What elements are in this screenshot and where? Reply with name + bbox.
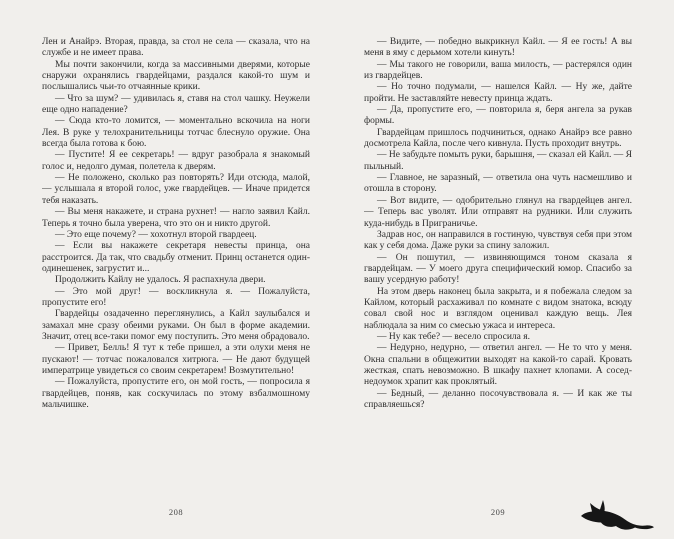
paragraph: — Вы меня накажете, и страна рухнет! — нагло заявил Кайл. Теперь я точно была уверена, что это он и никто другой. (42, 207, 310, 229)
paragraph: — Главное, не заразный, — ответила она чуть насмешливо и отошла в сторону. (364, 173, 632, 195)
paragraph: — Привет, Белль! Я тут к тебе пришел, а эти олухи меня не пускают! — тотчас пожаловался хитрюга. — Не дают будущей императрице увидеться со своим секретарем! Возмутительно! (42, 343, 310, 376)
dragon-icon (578, 499, 654, 533)
paragraph: — Но точно подумали, — нашелся Кайл. — Ну же, дайте пройти. Не заставляйте невесту принца ждать. (364, 82, 632, 104)
paragraph: — Сюда кто-то ломится, — моментально вскочила на ноги Лея. В руке у телохранительницы тотчас блеснуло оружие. Она всегда была готова к бою. (42, 116, 310, 150)
paragraph: Лен и Анайрэ. Вторая, правда, за стол не села — сказала, что на службе и не имеет права. (42, 37, 310, 59)
page-number: 209 (490, 507, 506, 517)
paragraph: — Ну как тебе? — весело спросила я. (377, 331, 531, 342)
paragraph: — Что за шум? — удивилась я, ставя на стол чашку. Неужели еще одно нападение? (42, 93, 310, 116)
paragraph: — Это еще почему? — хохотнул второй гвардеец. (55, 229, 257, 240)
paragraph: — Недурно, недурно, — ответил ангел. — Не то что у меня. Окна спальни в общежитии выходят на какой-то сарай. Кровать жесткая, спать невозможно. В шкафу пахнет клопами. А сосед-недоумок храпит как проклятый. (364, 343, 632, 388)
paragraph: — Мы такого не говорили, ваша милость, — растерялся один из гвардейцев. (364, 59, 632, 82)
paragraph: Гвардейцы озадаченно переглянулись, а Кайл заулыбался и замахал мне сразу обеими руками. Он был в форме академии. Значит, отец все-таки помог ему поступить. Это меня обрадовало. (42, 309, 310, 342)
paragraph: — Бедный, — деланно посочувствовала я. — И как же ты справляешься? (364, 388, 632, 410)
page-right (364, 37, 632, 507)
paragraph: — Не забудьте помыть руки, барышня, — сказал ей Кайл. — Я пыльный. (364, 150, 632, 172)
paragraph: Мы почти закончили, когда за массивными дверями, которые снаружи охранялись гвардейцами, раздался какой-то шум и послышались чьи-то отчаянные крики. (42, 59, 310, 93)
paragraph: — Видите, — победно выкрикнул Кайл. — Я ее гость! А вы меня в яму с дерьмом хотели кинуть! (364, 37, 632, 59)
paragraph: — Он пошутил, — извиняющимся тоном сказала я гвардейцам. — У моего друга специфический юмор. Спасибо за вашу усердную работу! (364, 252, 632, 286)
paragraph: — Если вы накажете секретаря невесты принца, она расстроится. Да так, что свадьбу отменит. Принц останется один-одинешенек, загрустит и... (42, 241, 310, 274)
paragraph: — Это мой друг! — воскликнула я. — Пожалуйста, пропустите его! (42, 286, 310, 308)
paragraph: — Да, пропустите его, — повторила я, беря ангела за рукав формы. (364, 105, 632, 127)
paragraph: — Пожалуйста, пропустите его, он мой гость, — попросила я гвардейцев, поняв, как соскучилась по этому взбалмошному мальчишке. (42, 377, 310, 410)
page-left (42, 37, 310, 507)
paragraph: — Пустите! Я ее секретарь! — вдруг разобрала я знакомый голос и, недолго думая, полетела к дверям. (42, 150, 310, 172)
paragraph: Продолжить Кайлу не удалось. Я распахнула двери. (55, 275, 266, 286)
paragraph: Задрав нос, он направился в гостиную, чувствуя себя при этом как у себя дома. Даже руки за спину заложил. (364, 229, 632, 252)
paragraph: Гвардейцам пришлось подчиниться, однако Анайрэ все равно досмотрела Кайла, после чего кивнула. Пусть проходит внутрь. (364, 127, 632, 150)
paragraph: — Не положено, сколько раз повторять? Иди отсюда, малой, — услышала я второй голос, уже гвардейцев. — Иначе придется тебя наказать. (42, 173, 310, 206)
paragraph: — Вот видите, — одобрительно глянул на гвардейцев ангел. — Теперь вас уволят. Или отправят на рудники. Или служить куда-нибудь в Приграничье. (364, 195, 632, 229)
page-number: 208 (168, 507, 184, 517)
paragraph: На этом дверь наконец была закрыта, и я побежала следом за Кайлом, который расхаживал по комнате с видом знатока, всюду совал свой нос и взглядом оценивал каждую вещь. Лея наблюдала за ним со смесью ужаса и интереса. (364, 286, 632, 331)
